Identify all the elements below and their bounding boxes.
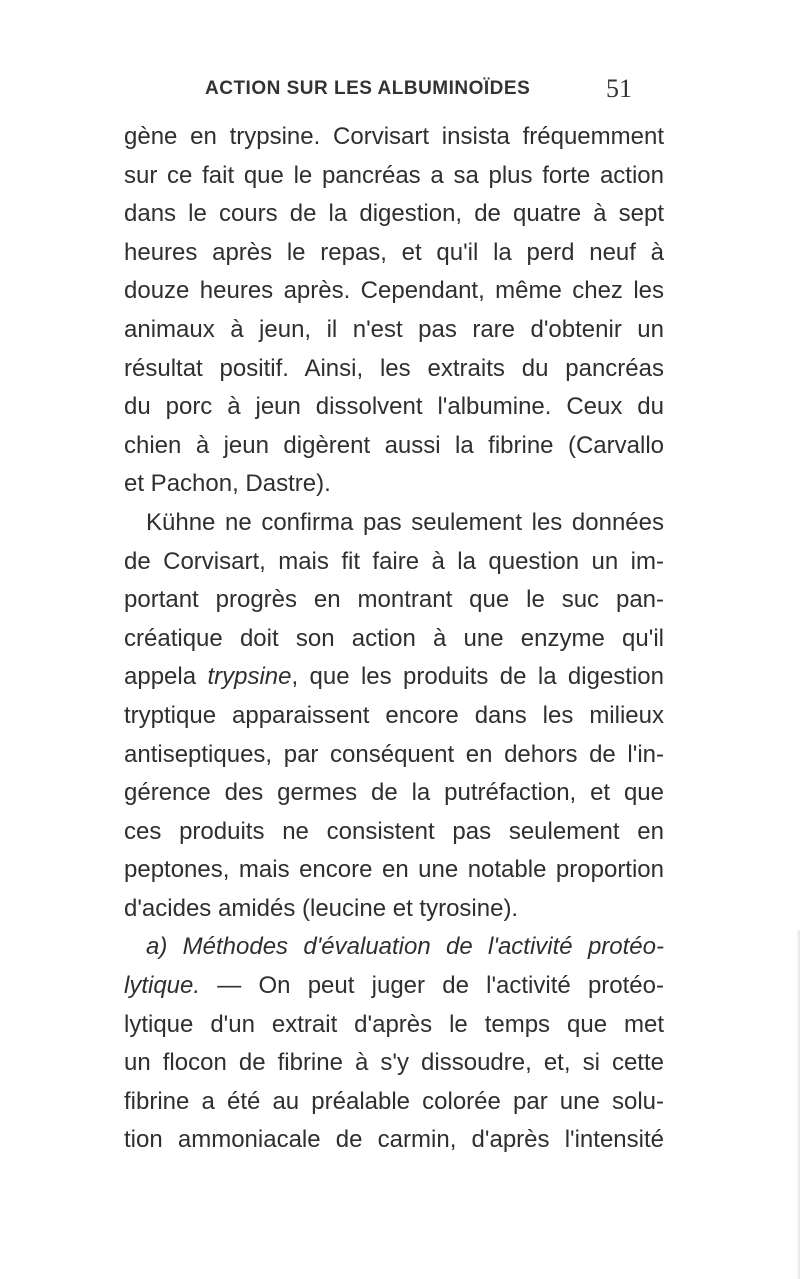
text-line: gène en trypsine. Corvisart insista fréquemment <box>124 123 664 150</box>
text-line: et Pachon, Dastre). <box>124 470 331 498</box>
text-line: Kühne ne confirma pas seulement les données <box>146 508 664 536</box>
text-line: résultat positif. Ainsi, les extraits du pancréas <box>124 354 664 382</box>
text-line: gérence des germes de la putréfaction, et que <box>124 779 664 807</box>
text-line: du porc à jeun dissolvent l'albumine. Ceux du <box>124 393 664 421</box>
text-line: fibrine a été au préalable colorée par une solu- <box>124 1087 664 1115</box>
text-line: portant progrès en montrant que le suc pan- <box>124 586 664 614</box>
section-heading-cont: lytique. <box>124 972 201 1000</box>
text-line: sur ce fait que le pancréas a sa plus forte action <box>124 161 664 189</box>
text-line: heures après le repas, et qu'il la perd neuf à <box>124 238 664 266</box>
text-line: peptones, mais encore en une notable proportion <box>124 856 664 884</box>
text-line: chien à jeun digèrent aussi la fibrine (Carvallo <box>124 431 664 459</box>
text-line: tion ammoniacale de carmin, d'après l'intensité <box>124 1126 664 1154</box>
page-edge-shadow <box>796 930 800 1279</box>
text-line: antiseptiques, par conséquent en dehors de l'in- <box>124 740 664 768</box>
text-line: animaux à jeun, il n'est pas rare d'obtenir un <box>124 315 664 343</box>
text-line: tryptique apparaissent encore dans les milieux <box>124 701 664 729</box>
text-line: créatique doit son action à une enzyme qu'il <box>124 624 664 652</box>
text-line: lytique d'un extrait d'après le temps que met <box>124 1010 664 1038</box>
text-line: douze heures après. Cependant, même chez les <box>124 277 664 305</box>
section-heading-line <box>124 928 664 967</box>
text-line: d'acides amidés (leucine et tyrosine). <box>124 894 519 922</box>
text-line: ces produits ne consistent pas seulement en <box>124 817 664 845</box>
text-line: lytique. — On peut juger de l'activité protéo- <box>124 972 664 1000</box>
body-text <box>124 118 664 1160</box>
text-line: dans le cours de la digestion, de quatre à sept <box>124 200 664 228</box>
page-number: 51 <box>606 74 632 103</box>
text-line: de Corvisart, mais fit faire à la question un im- <box>124 547 664 575</box>
text-line: appela trypsine, que les produits de la digestion <box>124 663 664 691</box>
italic-term: trypsine <box>207 663 292 691</box>
running-head: ACTION SUR LES ALBUMINOÏDES <box>205 78 531 99</box>
section-heading: a) Méthodes d'évaluation de l'activité protéo- <box>146 933 664 961</box>
text-line: un flocon de fibrine à s'y dissoudre, et, si cette <box>124 1049 664 1077</box>
